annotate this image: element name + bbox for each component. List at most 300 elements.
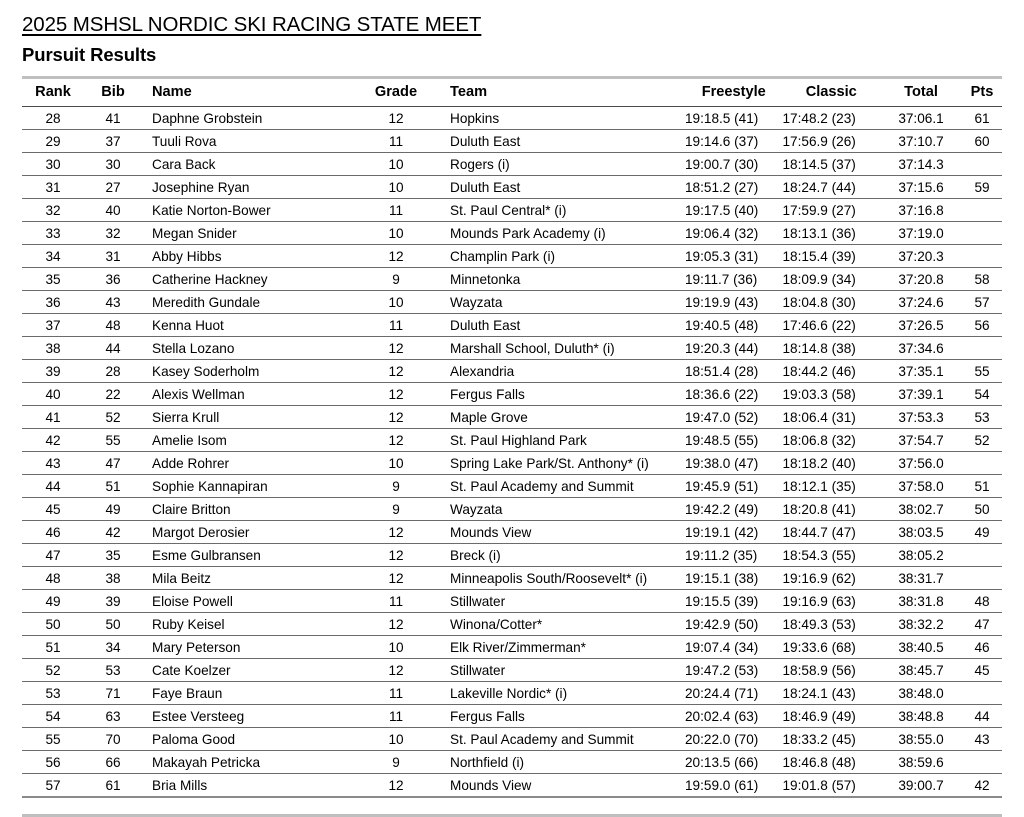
cell-total: 38:45.7 [880,659,962,682]
cell-pts: 46 [962,636,1002,659]
cell-freestyle: 19:18.5 (41) [685,107,783,130]
cell-name: Stella Lozano [142,337,352,360]
cell-classic: 18:24.7 (44) [783,176,881,199]
table-row [22,636,1002,659]
cell-rank: 34 [22,245,84,268]
table-row [22,199,1002,222]
cell-grade: 11 [352,705,440,728]
cell-grade: 11 [352,130,440,153]
cell-rank: 31 [22,176,84,199]
table-row [22,429,1002,452]
cell-team: Duluth East [440,130,685,153]
cell-name: Makayah Petricka [142,751,352,774]
cell-team: Marshall School, Duluth* (i) [440,337,685,360]
cell-team: Mounds Park Academy (i) [440,222,685,245]
cell-grade: 12 [352,567,440,590]
cell-grade: 12 [352,337,440,360]
cell-pts: 45 [962,659,1002,682]
cell-grade: 10 [352,176,440,199]
cell-team: Champlin Park (i) [440,245,685,268]
cell-team: Spring Lake Park/St. Anthony* (i) [440,452,685,475]
cell-classic: 17:46.6 (22) [783,314,881,337]
table-row [22,475,1002,498]
cell-total: 38:02.7 [880,498,962,521]
cell-team: Stillwater [440,659,685,682]
cell-classic: 18:20.8 (41) [783,498,881,521]
results-table [22,79,1002,798]
cell-freestyle: 20:24.4 (71) [685,682,783,705]
cell-team: Winona/Cotter* [440,613,685,636]
cell-rank: 47 [22,544,84,567]
table-row [22,222,1002,245]
table-row [22,567,1002,590]
cell-total: 38:48.0 [880,682,962,705]
cell-grade: 12 [352,383,440,406]
cell-pts [962,682,1002,705]
cell-classic: 19:33.6 (68) [783,636,881,659]
cell-grade: 11 [352,682,440,705]
cell-classic: 19:16.9 (62) [783,567,881,590]
cell-grade: 9 [352,475,440,498]
cell-total: 39:00.7 [880,774,962,798]
cell-team: Minneapolis South/Roosevelt* (i) [440,567,685,590]
cell-pts [962,337,1002,360]
cell-freestyle: 18:51.4 (28) [685,360,783,383]
cell-freestyle: 20:22.0 (70) [685,728,783,751]
cell-rank: 44 [22,475,84,498]
cell-team: Duluth East [440,176,685,199]
cell-pts: 59 [962,176,1002,199]
cell-freestyle: 19:00.7 (30) [685,153,783,176]
column-header-classic: Classic [783,79,881,107]
cell-classic: 17:59.9 (27) [783,199,881,222]
cell-pts: 48 [962,590,1002,613]
cell-freestyle: 19:47.0 (52) [685,406,783,429]
cell-team: Minnetonka [440,268,685,291]
cell-rank: 48 [22,567,84,590]
cell-pts [962,567,1002,590]
cell-name: Mary Peterson [142,636,352,659]
cell-team: Alexandria [440,360,685,383]
cell-rank: 46 [22,521,84,544]
cell-bib: 39 [84,590,142,613]
column-header-team: Team [440,79,685,107]
cell-grade: 12 [352,521,440,544]
cell-classic: 18:12.1 (35) [783,475,881,498]
cell-name: Tuuli Rova [142,130,352,153]
page-title: 2025 MSHSL NORDIC SKI RACING STATE MEET [22,13,482,36]
cell-bib: 63 [84,705,142,728]
cell-name: Josephine Ryan [142,176,352,199]
table-row [22,314,1002,337]
table-row [22,383,1002,406]
cell-classic: 18:33.2 (45) [783,728,881,751]
cell-grade: 12 [352,107,440,130]
cell-bib: 61 [84,774,142,798]
cell-grade: 12 [352,245,440,268]
cell-bib: 31 [84,245,142,268]
cell-total: 37:16.8 [880,199,962,222]
cell-total: 37:24.6 [880,291,962,314]
cell-bib: 35 [84,544,142,567]
cell-pts [962,245,1002,268]
cell-name: Ruby Keisel [142,613,352,636]
cell-classic: 18:54.3 (55) [783,544,881,567]
cell-rank: 53 [22,682,84,705]
cell-rank: 39 [22,360,84,383]
cell-pts: 58 [962,268,1002,291]
cell-team: Rogers (i) [440,153,685,176]
cell-rank: 52 [22,659,84,682]
cell-name: Sophie Kannapiran [142,475,352,498]
cell-pts: 55 [962,360,1002,383]
cell-freestyle: 18:36.6 (22) [685,383,783,406]
cell-bib: 50 [84,613,142,636]
cell-grade: 12 [352,406,440,429]
cell-classic: 18:13.1 (36) [783,222,881,245]
cell-freestyle: 20:02.4 (63) [685,705,783,728]
cell-pts: 52 [962,429,1002,452]
cell-rank: 37 [22,314,84,337]
cell-bib: 28 [84,360,142,383]
cell-pts: 61 [962,107,1002,130]
cell-total: 37:19.0 [880,222,962,245]
cell-pts: 56 [962,314,1002,337]
cell-grade: 12 [352,659,440,682]
cell-classic: 18:14.5 (37) [783,153,881,176]
cell-classic: 18:49.3 (53) [783,613,881,636]
cell-freestyle: 19:45.9 (51) [685,475,783,498]
cell-name: Alexis Wellman [142,383,352,406]
cell-grade: 12 [352,360,440,383]
cell-rank: 32 [22,199,84,222]
cell-rank: 41 [22,406,84,429]
cell-name: Faye Braun [142,682,352,705]
cell-total: 37:10.7 [880,130,962,153]
cell-pts [962,222,1002,245]
cell-freestyle: 19:11.2 (35) [685,544,783,567]
cell-freestyle: 19:05.3 (31) [685,245,783,268]
cell-bib: 37 [84,130,142,153]
cell-freestyle: 19:19.1 (42) [685,521,783,544]
cell-rank: 42 [22,429,84,452]
cell-team: Elk River/Zimmerman* [440,636,685,659]
cell-bib: 52 [84,406,142,429]
cell-freestyle: 19:38.0 (47) [685,452,783,475]
cell-total: 38:55.0 [880,728,962,751]
cell-freestyle: 19:42.9 (50) [685,613,783,636]
cell-freestyle: 18:51.2 (27) [685,176,783,199]
table-row [22,452,1002,475]
cell-pts: 53 [962,406,1002,429]
cell-classic: 19:03.3 (58) [783,383,881,406]
cell-team: Northfield (i) [440,751,685,774]
cell-total: 37:20.3 [880,245,962,268]
cell-name: Kenna Huot [142,314,352,337]
cell-classic: 18:15.4 (39) [783,245,881,268]
cell-team: Fergus Falls [440,705,685,728]
cell-classic: 19:01.8 (57) [783,774,881,798]
cell-bib: 71 [84,682,142,705]
cell-total: 37:20.8 [880,268,962,291]
cell-name: Abby Hibbs [142,245,352,268]
cell-grade: 11 [352,590,440,613]
cell-pts: 44 [962,705,1002,728]
cell-rank: 30 [22,153,84,176]
cell-total: 37:34.6 [880,337,962,360]
cell-total: 37:15.6 [880,176,962,199]
cell-bib: 66 [84,751,142,774]
table-row [22,291,1002,314]
column-header-name: Name [142,79,352,107]
cell-pts: 60 [962,130,1002,153]
cell-total: 37:14.3 [880,153,962,176]
table-row [22,728,1002,751]
cell-total: 37:26.5 [880,314,962,337]
cell-grade: 12 [352,429,440,452]
cell-rank: 38 [22,337,84,360]
cell-bib: 51 [84,475,142,498]
table-row [22,705,1002,728]
cell-name: Amelie Isom [142,429,352,452]
cell-classic: 18:58.9 (56) [783,659,881,682]
cell-team: Hopkins [440,107,685,130]
cell-pts [962,452,1002,475]
cell-pts: 54 [962,383,1002,406]
table-row [22,176,1002,199]
cell-freestyle: 20:13.5 (66) [685,751,783,774]
cell-classic: 18:06.4 (31) [783,406,881,429]
cell-classic: 19:16.9 (63) [783,590,881,613]
cell-total: 38:31.7 [880,567,962,590]
cell-total: 38:59.6 [880,751,962,774]
cell-classic: 18:46.8 (48) [783,751,881,774]
cell-bib: 41 [84,107,142,130]
cell-name: Cate Koelzer [142,659,352,682]
cell-rank: 29 [22,130,84,153]
cell-bib: 36 [84,268,142,291]
cell-name: Paloma Good [142,728,352,751]
cell-freestyle: 19:19.9 (43) [685,291,783,314]
cell-bib: 70 [84,728,142,751]
cell-bib: 38 [84,567,142,590]
cell-classic: 17:48.2 (23) [783,107,881,130]
cell-grade: 10 [352,291,440,314]
cell-classic: 17:56.9 (26) [783,130,881,153]
cell-name: Estee Versteeg [142,705,352,728]
table-row [22,130,1002,153]
cell-classic: 18:44.7 (47) [783,521,881,544]
cell-name: Margot Derosier [142,521,352,544]
cell-total: 38:03.5 [880,521,962,544]
table-body [22,107,1002,798]
cell-name: Esme Gulbransen [142,544,352,567]
cell-rank: 49 [22,590,84,613]
cell-rank: 54 [22,705,84,728]
cell-team: St. Paul Highland Park [440,429,685,452]
cell-pts [962,544,1002,567]
cell-pts: 42 [962,774,1002,798]
cell-rank: 40 [22,383,84,406]
cell-name: Meredith Gundale [142,291,352,314]
cell-rank: 28 [22,107,84,130]
cell-freestyle: 19:15.5 (39) [685,590,783,613]
cell-freestyle: 19:06.4 (32) [685,222,783,245]
cell-rank: 57 [22,774,84,798]
column-header-freestyle: Freestyle [685,79,783,107]
cell-grade: 12 [352,544,440,567]
cell-classic: 18:04.8 (30) [783,291,881,314]
cell-name: Cara Back [142,153,352,176]
table-header-row [22,79,1002,107]
cell-bib: 53 [84,659,142,682]
cell-total: 37:54.7 [880,429,962,452]
cell-pts [962,153,1002,176]
cell-classic: 18:44.2 (46) [783,360,881,383]
table-row [22,544,1002,567]
table-row [22,590,1002,613]
cell-grade: 10 [352,728,440,751]
cell-freestyle: 19:20.3 (44) [685,337,783,360]
table-row [22,682,1002,705]
cell-total: 38:05.2 [880,544,962,567]
cell-name: Eloise Powell [142,590,352,613]
cell-freestyle: 19:11.7 (36) [685,268,783,291]
cell-grade: 10 [352,222,440,245]
cell-grade: 11 [352,199,440,222]
cell-bib: 44 [84,337,142,360]
page-subtitle: Pursuit Results [22,44,157,65]
cell-grade: 9 [352,268,440,291]
table-row [22,107,1002,130]
cell-pts: 49 [962,521,1002,544]
table-row [22,774,1002,798]
cell-total: 38:32.2 [880,613,962,636]
cell-name: Megan Snider [142,222,352,245]
cell-freestyle: 19:07.4 (34) [685,636,783,659]
table-row [22,153,1002,176]
cell-team: Mounds View [440,521,685,544]
cell-grade: 10 [352,153,440,176]
cell-total: 38:48.8 [880,705,962,728]
cell-team: Fergus Falls [440,383,685,406]
cell-classic: 18:09.9 (34) [783,268,881,291]
table-row [22,406,1002,429]
cell-rank: 50 [22,613,84,636]
cell-freestyle: 19:17.5 (40) [685,199,783,222]
cell-rank: 55 [22,728,84,751]
cell-rank: 35 [22,268,84,291]
cell-grade: 12 [352,774,440,798]
column-header-rank: Rank [22,79,84,107]
cell-pts: 47 [962,613,1002,636]
cell-total: 37:06.1 [880,107,962,130]
column-header-grade: Grade [352,79,440,107]
cell-total: 38:31.8 [880,590,962,613]
cell-grade: 9 [352,498,440,521]
cell-total: 37:39.1 [880,383,962,406]
cell-team: Maple Grove [440,406,685,429]
cell-classic: 18:46.9 (49) [783,705,881,728]
cell-grade: 11 [352,314,440,337]
cell-name: Claire Britton [142,498,352,521]
table-row [22,268,1002,291]
cell-freestyle: 19:47.2 (53) [685,659,783,682]
cell-grade: 12 [352,613,440,636]
cell-rank: 33 [22,222,84,245]
cell-bib: 55 [84,429,142,452]
cell-total: 37:35.1 [880,360,962,383]
cell-bib: 27 [84,176,142,199]
cell-freestyle: 19:40.5 (48) [685,314,783,337]
cell-freestyle: 19:14.6 (37) [685,130,783,153]
cell-total: 38:40.5 [880,636,962,659]
cell-classic: 18:18.2 (40) [783,452,881,475]
table-row [22,751,1002,774]
cell-name: Mila Beitz [142,567,352,590]
table-row [22,659,1002,682]
cell-bib: 32 [84,222,142,245]
cell-pts: 50 [962,498,1002,521]
table-row [22,245,1002,268]
column-header-bib: Bib [84,79,142,107]
cell-freestyle: 19:48.5 (55) [685,429,783,452]
cell-grade: 9 [352,751,440,774]
column-header-total: Total [880,79,962,107]
cell-team: Wayzata [440,291,685,314]
cell-team: Duluth East [440,314,685,337]
cell-freestyle: 19:15.1 (38) [685,567,783,590]
cell-team: Lakeville Nordic* (i) [440,682,685,705]
cell-pts: 43 [962,728,1002,751]
cell-freestyle: 19:42.2 (49) [685,498,783,521]
cell-bib: 48 [84,314,142,337]
column-header-pts: Pts [962,79,1002,107]
cell-bib: 42 [84,521,142,544]
cell-bib: 22 [84,383,142,406]
cell-bib: 49 [84,498,142,521]
cell-team: Mounds View [440,774,685,798]
cell-pts [962,751,1002,774]
cell-name: Daphne Grobstein [142,107,352,130]
cell-bib: 40 [84,199,142,222]
cell-classic: 18:24.1 (43) [783,682,881,705]
cell-team: St. Paul Academy and Summit [440,475,685,498]
cell-name: Bria Mills [142,774,352,798]
cell-grade: 10 [352,636,440,659]
cell-team: Wayzata [440,498,685,521]
cell-pts [962,199,1002,222]
cell-total: 37:56.0 [880,452,962,475]
table-row [22,613,1002,636]
cell-name: Adde Rohrer [142,452,352,475]
cell-name: Kasey Soderholm [142,360,352,383]
cell-name: Katie Norton-Bower [142,199,352,222]
cell-team: St. Paul Central* (i) [440,199,685,222]
cell-bib: 34 [84,636,142,659]
cell-classic: 18:06.8 (32) [783,429,881,452]
cell-team: Stillwater [440,590,685,613]
cell-freestyle: 19:59.0 (61) [685,774,783,798]
cell-total: 37:58.0 [880,475,962,498]
table-row [22,337,1002,360]
cell-name: Catherine Hackney [142,268,352,291]
cell-bib: 30 [84,153,142,176]
cell-pts: 57 [962,291,1002,314]
cell-grade: 10 [352,452,440,475]
cell-rank: 56 [22,751,84,774]
cell-bib: 47 [84,452,142,475]
